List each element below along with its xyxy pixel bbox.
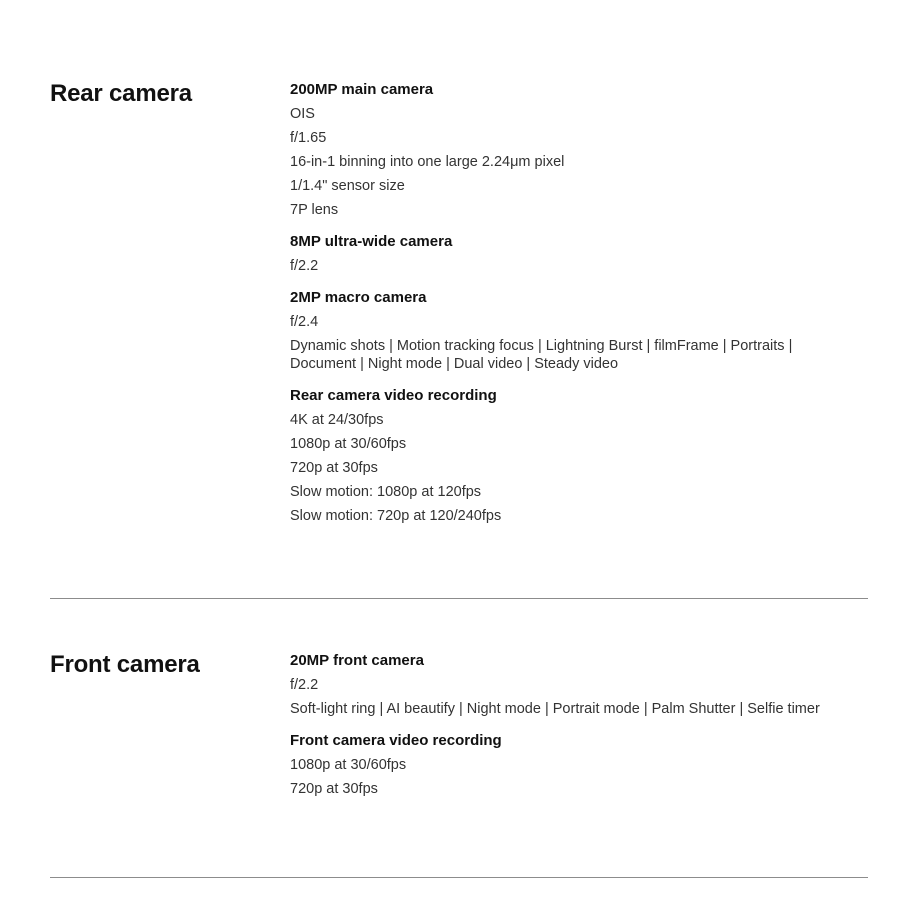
main-camera-heading: 200MP main camera: [290, 81, 434, 98]
spec-ultrawide-aperture: f/2.2: [290, 258, 319, 274]
spec-ois: OIS: [290, 106, 315, 122]
spec-macro-aperture: f/2.4: [290, 314, 319, 330]
rear-camera-specs: [290, 81, 830, 539]
rear-video-group: [290, 387, 830, 525]
spec-lens: 7P lens: [290, 202, 339, 218]
rear-video-heading: Rear camera video recording: [290, 387, 497, 404]
rear-camera-title: Rear camera: [50, 80, 192, 107]
spec-front-video-720p: 720p at 30fps: [290, 781, 378, 797]
front-main-camera-heading: 20MP front camera: [290, 652, 424, 669]
front-video-heading: Front camera video recording: [290, 732, 502, 749]
front-camera-specs: [290, 652, 830, 812]
spec-video-720p: 720p at 30fps: [290, 460, 378, 476]
main-camera-group: [290, 81, 830, 219]
spec-sensor-size: 1/1.4" sensor size: [290, 178, 405, 194]
front-main-camera-group: [290, 652, 830, 718]
spec-binning: 16-in-1 binning into one large 2.24μm pixel: [290, 154, 565, 170]
spec-slowmo-720p: Slow motion: 720p at 120/240fps: [290, 508, 502, 524]
front-camera-title: Front camera: [50, 651, 200, 678]
macro-camera-heading: 2MP macro camera: [290, 289, 427, 306]
spec-front-aperture: f/2.2: [290, 677, 319, 693]
spec-slowmo-1080p: Slow motion: 1080p at 120fps: [290, 484, 482, 500]
ultrawide-camera-group: [290, 233, 830, 275]
spec-front-video-1080p: 1080p at 30/60fps: [290, 757, 407, 773]
ultrawide-camera-heading: 8MP ultra-wide camera: [290, 233, 453, 250]
macro-camera-group: [290, 289, 830, 373]
spec-aperture: f/1.65: [290, 130, 327, 146]
section-divider-rear: [50, 598, 868, 599]
spec-camera-modes: Dynamic shots | Motion tracking focus | Lightning Burst | filmFrame | Portraits | Document | Night mode | Dual video | Steady video: [290, 338, 793, 372]
front-video-group: [290, 732, 830, 798]
spec-video-1080p: 1080p at 30/60fps: [290, 436, 407, 452]
spec-video-4k: 4K at 24/30fps: [290, 412, 384, 428]
section-divider-front: [50, 877, 868, 878]
spec-front-modes: Soft-light ring | AI beautify | Night mode | Portrait mode | Palm Shutter | Selfie timer: [290, 701, 820, 717]
